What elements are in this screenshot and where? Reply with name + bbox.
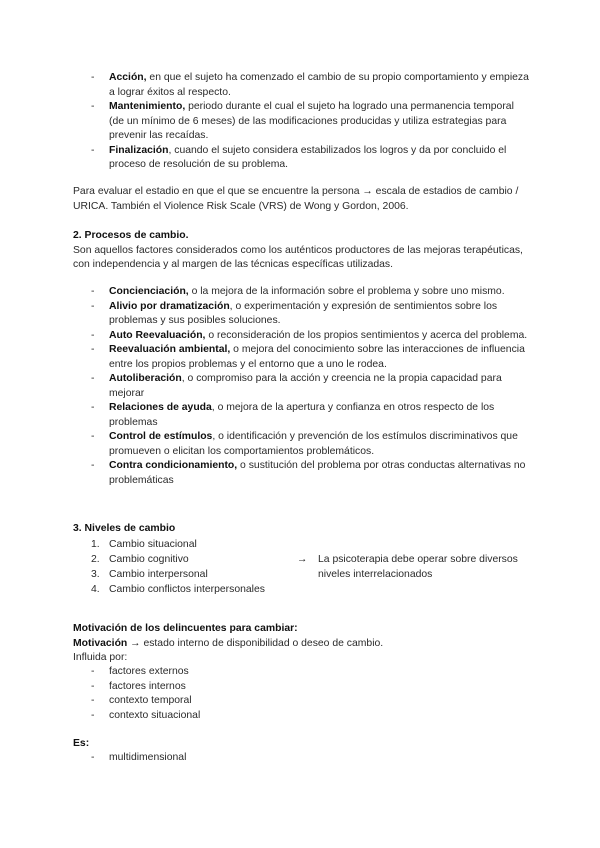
list-item: - Alivio por dramatización, o experimentación y expresión de sentimientos sobre los problemas y sus posibles soluciones. xyxy=(91,300,498,326)
list-item: - Relaciones de ayuda, o mejora de la apertura y confianza en otros respecto de los problemas xyxy=(91,402,495,428)
list-item: 1. Cambio situacional xyxy=(91,539,197,550)
influences-list xyxy=(0,665,600,723)
list-item: - Contra condicionamiento, o sustitución del problema por otras conductas alternativas no problemáticas xyxy=(91,460,526,486)
list-item: - multidimensional xyxy=(91,752,187,763)
list-item: - factores internos xyxy=(91,680,186,692)
stages-list xyxy=(0,71,600,173)
motivation-section xyxy=(73,622,533,666)
list-item: - Reevaluación ambiental, o mejora del conocimiento sobre las interacciones de influencia entre los propios problemas y el entorno que a uno le rodea. xyxy=(91,344,525,370)
section2-heading: 2. Procesos de cambio. xyxy=(73,230,189,241)
levels-list xyxy=(0,537,300,597)
motivation-definition: Motivación → estado interno de disponibilidad o deseo de cambio. xyxy=(73,637,384,649)
list-item: - Concienciación, o la mejora de la información sobre el problema y sobre uno mismo. xyxy=(91,286,505,297)
list-item: - factores externos xyxy=(91,666,189,677)
list-item: - contexto temporal xyxy=(91,695,192,706)
list-item: - Autoliberación, o compromiso para la acción y creencia ne la propia capacidad para mejorar xyxy=(91,373,502,399)
processes-list xyxy=(0,285,600,488)
section3-heading: 3. Niveles de cambio xyxy=(73,523,176,534)
motivation-heading: Motivación de los delincuentes para cambiar: xyxy=(73,623,298,634)
list-item: 2. Cambio cognitivo xyxy=(91,554,189,565)
section2-header xyxy=(73,229,533,273)
list-item: - Acción, en que el sujeto ha comenzado el cambio de su propio comportamiento y empieza a lograr éxitos al respecto. xyxy=(91,72,529,98)
list-item: 4. Cambio conflictos interpersonales xyxy=(91,584,265,595)
list-item: - Auto Reevaluación, o reconsideración de los propios sentimientos y acerca del problema. xyxy=(91,329,528,341)
list-item: - Finalización, cuando el sujeto considera estabilizados los logros y da por concluido el proceso de resolución de su problema. xyxy=(91,144,507,170)
list-item: - Control de estímulos, o identificación y prevención de los estímulos discriminativos que promueven o elicitan los comportamientos problemáticos. xyxy=(91,431,518,457)
list-item: - contexto situacional xyxy=(91,709,201,721)
arrow-icon: → xyxy=(297,554,308,565)
list-item: - Mantenimiento, periodo durante el cual el sujeto ha logrado una permanencia temporal (de un mínimo de 6 meses) de las modificaciones producidas y utiliza estrategias para prevenir las recaídas. xyxy=(91,101,514,141)
levels-note: → La psicoterapia debe operar sobre diversos niveles interrelacionados xyxy=(297,554,518,580)
es-heading: Es: xyxy=(73,738,90,749)
section2-intro: Son aquellos factores considerados como los auténticos productores de las mejoras terapéuticas, con independencia y al margen de las técnicas específicas utilizadas. xyxy=(73,244,523,270)
evaluation-paragraph: Para evaluar el estadio en que el que se encuentre la persona → escala de estadios de cambio / URICA. También el Violence Risk Scale (VRS) de Wong y Gordon, 2006. xyxy=(73,186,519,212)
list-item: 3. Cambio interpersonal xyxy=(91,569,208,580)
es-list xyxy=(0,751,600,766)
motivation-influenced: Influida por: xyxy=(73,652,128,663)
